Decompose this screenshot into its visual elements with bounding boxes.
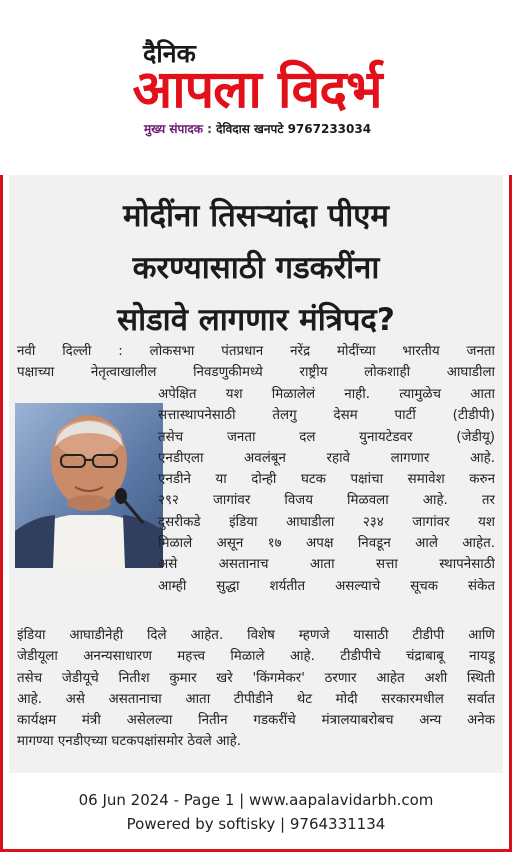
body-line: कार्यक्षम मंत्री असेलल्या नितीन गडकरींचे मंत्रालयाबरोबच अन्य अनेक bbox=[17, 713, 495, 729]
body-line: मागण्या एनडीएच्या घटकपक्षांसमोर ठेवले आहे. bbox=[17, 734, 242, 750]
editor-name: देविदास खनपटे 9767233034 bbox=[216, 122, 372, 136]
article-body-side bbox=[158, 384, 495, 597]
body-line: अपेक्षित यश मिळालेलं नाही. त्यामुळेच आता bbox=[158, 387, 495, 402]
footer-credits: Powered by softisky | 9764331134 bbox=[126, 815, 386, 833]
body-line: इंडिया आघाडीनेही दिले आहेत. विशेष म्हणजे यासाठी टीडीपी आणि bbox=[17, 628, 495, 643]
footer-date-website: 06 Jun 2024 - Page 1 | www.aapalavidarbh.com bbox=[78, 791, 434, 809]
masthead-small-title: दैनिक bbox=[143, 39, 196, 68]
headline-line: मोदींना तिसऱ्यांदा पीएम bbox=[123, 198, 389, 234]
headline-line: करण्यासाठी गडकरींना bbox=[132, 250, 380, 286]
masthead-title: आपला विदर्भ bbox=[132, 60, 382, 120]
body-line: दुसरीकडे इंडिया आघाडीला २३४ जागांवर यश bbox=[158, 514, 495, 530]
body-line: आहे. असे असतानाचा आता टीपीडीने थेट मोदी सरकारमधील सर्वात bbox=[17, 691, 495, 707]
body-line: सत्तास्थापनेसाठी तेलगु देसम पार्टी (टीडीपी) bbox=[158, 408, 495, 424]
body-line: एनडीएला अवलंबून रहावे लागणार आहे. bbox=[158, 450, 495, 466]
body-line: एनडीने या दोन्ही घटक पक्षांचा समावेश करुन bbox=[158, 472, 495, 488]
body-line: २९२ जागांवर विजय मिळवला आहे. तर bbox=[158, 493, 495, 509]
masthead bbox=[0, 0, 512, 175]
body-line: असे असतानाच आता सत्ता स्थापनेसाठी bbox=[158, 557, 495, 573]
portrait-illustration bbox=[15, 403, 163, 568]
body-line: तसेच जेडीयूचे नितीश कुमार खरे 'किंगमेकर' ठरणार आहेत अशी स्थिती bbox=[17, 670, 495, 686]
body-line: मिळाले असून १७ अपक्ष निवडून आले आहेत. bbox=[158, 536, 495, 552]
headline-line: सोडावे लागणार मंत्रिपद? bbox=[117, 302, 395, 338]
article-body-top bbox=[17, 341, 495, 384]
body-line: तसेच जनता दल युनायटेडवर (जेडीयू) bbox=[158, 429, 495, 445]
body-line: आम्ही सुद्धा शर्यतीत असल्याचे सूचक संकेत bbox=[158, 578, 495, 594]
article-headline bbox=[10, 190, 502, 346]
article-body-bottom bbox=[17, 625, 495, 753]
body-line: पक्षाच्या नेतृत्वाखालील निवडणुकीमध्ये राष्ट्रीय लोकशाही आघाडीला bbox=[17, 365, 495, 381]
article-photo bbox=[15, 403, 163, 568]
editor-label: मुख्य संपादक : bbox=[144, 122, 212, 136]
editor-credit bbox=[144, 120, 371, 137]
body-line: नवी दिल्ली : लोकसभा पंतप्रधान नरेंद्र मोदींच्या भारतीय जनता bbox=[17, 344, 495, 359]
body-line: जेडीयूला अनन्यसाधारण महत्त्व मिळाले आहे. टीडीपीचे चंद्राबाबू नायडू bbox=[17, 649, 495, 665]
